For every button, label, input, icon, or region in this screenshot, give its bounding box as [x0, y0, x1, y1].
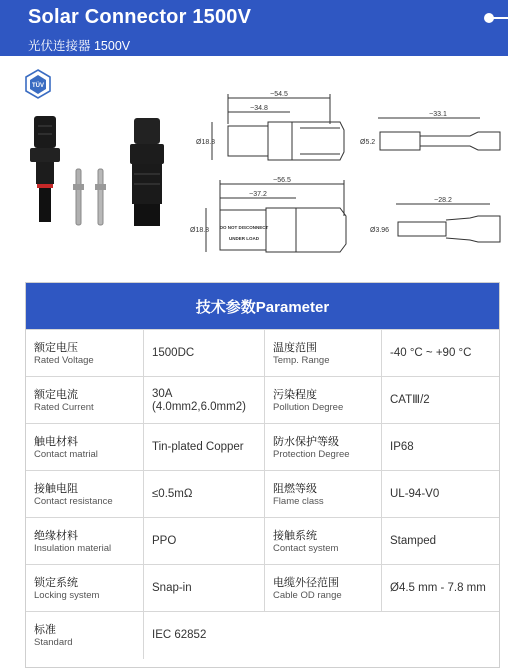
label-en: Rated Current: [34, 402, 94, 413]
label-cn: 温度范围: [273, 342, 317, 354]
value-cell: [144, 612, 265, 659]
value-text: Stamped: [390, 535, 437, 547]
warning-line-1: DO NOT DISCONNECT: [219, 225, 269, 230]
table-row: [26, 376, 499, 424]
label-cell: [265, 518, 382, 565]
page-title: Solar Connector 1500V: [28, 6, 252, 28]
label-cn: 接触电阻: [34, 483, 78, 495]
bottom-pin-len-dim: ~28.2: [434, 197, 452, 204]
value-cell: [382, 565, 499, 612]
female-connector-photo: [30, 116, 60, 222]
table-row: [26, 611, 499, 659]
label-cell: [26, 330, 144, 377]
page-subtitle: 光伏连接器 1500V: [28, 39, 131, 53]
top-sub-dim: ~34.8: [250, 105, 268, 112]
table-row: [26, 329, 499, 377]
label-cn: 接触系统: [273, 530, 317, 542]
contact-pins-photo: [73, 169, 106, 225]
table-row: [26, 517, 499, 565]
drawing-bottom-connector: [206, 180, 346, 252]
label-en: Standard: [34, 637, 73, 648]
value-cell: [144, 565, 265, 612]
label-cn: 污染程度: [273, 389, 317, 401]
warning-line-2: UNDER LOAD: [229, 236, 259, 241]
value-text-secondary: (4.0mm2,6.0mm2): [152, 400, 246, 413]
label-en: Contact system: [273, 543, 339, 554]
label-en: Pollution Degree: [273, 402, 344, 413]
badge-text: TÜV: [32, 83, 44, 89]
product-drawings: [0, 56, 508, 266]
bottom-overall-dim: ~56.5: [273, 177, 291, 184]
bottom-height-dim: Ø18.8: [190, 227, 210, 234]
label-cn: 电缆外径范围: [273, 577, 339, 589]
value-cell: [382, 330, 499, 377]
label-cn: 阻燃等级: [273, 483, 317, 495]
label-cell: [26, 518, 144, 565]
value-text: Ø4.5 mm - 7.8 mm: [390, 582, 486, 594]
label-cell: [26, 565, 144, 612]
label-cell: [265, 377, 382, 424]
decor-dot-icon: [484, 13, 494, 23]
value-text: ≤0.5mΩ: [152, 488, 193, 500]
label-en: Cable OD range: [273, 590, 342, 601]
value-text: PPO: [152, 535, 177, 547]
table-row: [26, 470, 499, 518]
drawing-top-connector: [212, 94, 344, 160]
value-cell: [144, 377, 265, 424]
label-en: Contact resistance: [34, 496, 113, 507]
label-cell: [26, 612, 144, 659]
label-cn: 标准: [34, 624, 56, 636]
label-cell: [26, 377, 144, 424]
label-cell: [265, 471, 382, 518]
label-cn: 绝缘材料: [34, 530, 78, 542]
drawing-bottom-pin: [396, 204, 500, 242]
label-cell: [265, 565, 382, 612]
value-text: 30A: [152, 387, 173, 400]
value-text: -40 °C ~ +90 °C: [390, 347, 472, 359]
label-en: Temp. Range: [273, 355, 330, 366]
top-overall-dim: ~54.5: [270, 91, 288, 98]
label-en: Locking system: [34, 590, 100, 601]
top-pin-dia-dim: Ø5.2: [360, 139, 376, 146]
label-cn: 额定电压: [34, 342, 78, 354]
value-text: Tin-plated Copper: [152, 441, 244, 453]
label-cn: 额定电流: [34, 389, 78, 401]
label-cell: [26, 424, 144, 471]
value-cell: [382, 424, 499, 471]
label-en: Contact matrial: [34, 449, 98, 460]
header-banner: [0, 0, 508, 56]
label-en: Insulation material: [34, 543, 112, 554]
parameter-table: [25, 282, 500, 668]
value-text: UL-94-V0: [390, 488, 440, 500]
table-heading: 技术参数Parameter: [26, 283, 499, 329]
top-pin-len-dim: ~33.1: [429, 111, 447, 118]
label-en: Flame class: [273, 496, 324, 507]
value-text: 1500DC: [152, 347, 195, 359]
value-cell: [144, 424, 265, 471]
label-cell: [265, 424, 382, 471]
value-cell: [382, 471, 499, 518]
value-text: CATⅢ/2: [390, 394, 430, 406]
value-cell: [144, 471, 265, 518]
label-cn: 触电材料: [34, 436, 78, 448]
label-en: Protection Degree: [273, 449, 350, 460]
value-cell: [382, 377, 499, 424]
label-cell: [26, 471, 144, 518]
bottom-pin-dia-dim: Ø3.96: [370, 227, 390, 234]
bottom-sub-dim: ~37.2: [249, 191, 267, 198]
table-row: [26, 423, 499, 471]
label-cell: [265, 330, 382, 377]
table-row: [26, 564, 499, 612]
drawing-top-pin: [378, 118, 500, 150]
value-cell: [144, 518, 265, 565]
value-cell: [382, 518, 499, 565]
male-connector-photo: [130, 118, 164, 226]
value-text: IP68: [390, 441, 414, 453]
label-cn: 防水保护等级: [273, 436, 339, 448]
value-text: IEC 62852: [152, 629, 207, 641]
product-gallery: [0, 56, 508, 266]
label-en: Rated Voltage: [34, 355, 94, 366]
tuv-badge-icon: [26, 70, 50, 98]
top-height-dim: Ø18.8: [196, 139, 216, 146]
label-cn: 锁定系统: [34, 577, 78, 589]
value-text: Snap-in: [152, 582, 192, 594]
value-cell: [144, 330, 265, 377]
